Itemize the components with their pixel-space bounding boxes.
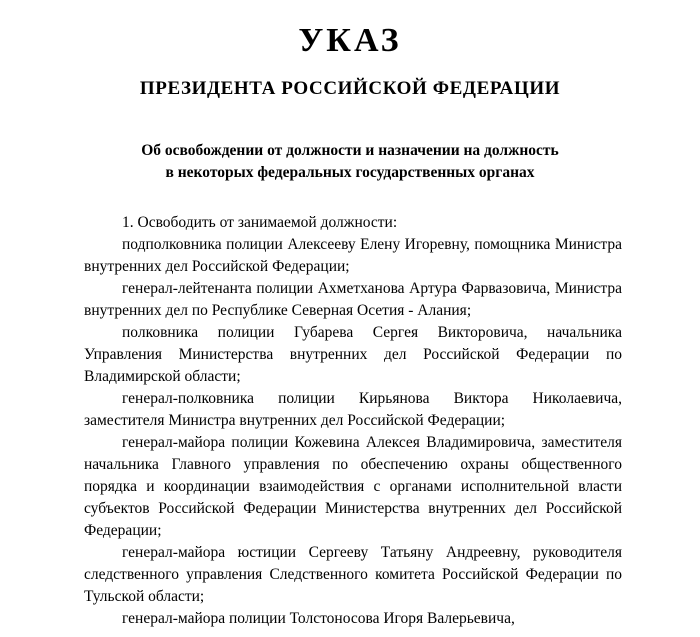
document-page xyxy=(0,22,700,637)
paragraph: генерал-майора полиции Кожевина Алексея Владимировича, заместителя начальника Главного управления по обеспечению охраны общественного порядка и координации взаимодействия с органами исполнительной власти субъектов Российской Федерации Министерства внутренних дел Российской Федерации; xyxy=(84,434,622,540)
paragraph: генерал-полковника полиции Кирьянова Виктора Николаевича, заместителя Министра внутренних дел Российской Федерации; xyxy=(84,390,622,430)
paragraph: подполковника полиции Алексееву Елену Игоревну, помощника Министра внутренних дел Российской Федерации; xyxy=(84,236,622,276)
paragraph: полковника полиции Губарева Сергея Викторовича, начальника Управления Министерства внутренних дел Российской Федерации по Владимирской области; xyxy=(84,324,622,386)
document-title: УКАЗ xyxy=(298,22,402,59)
document-heading-line-1: Об освобождении от должности и назначении на должность xyxy=(141,142,559,160)
paragraph: генерал-майора юстиции Сергееву Татьяну Андреевну, руководителя следственного управления Следственного комитета Российской Федерации по Тульской области; xyxy=(84,544,622,606)
paragraph: генерал-лейтенанта полиции Ахметханова Артура Фарвазовича, Министра внутренних дел по Республике Северная Осетия - Алания; xyxy=(84,280,622,320)
document-subtitle: ПРЕЗИДЕНТА РОССИЙСКОЙ ФЕДЕРАЦИИ xyxy=(139,78,561,100)
paragraph: генерал-майора полиции Толстоносова Игоря Валерьевича, xyxy=(122,610,515,628)
document-heading xyxy=(0,140,700,184)
document-heading-line-2: в некоторых федеральных государственных органах xyxy=(165,164,535,182)
document-body xyxy=(0,212,700,630)
paragraph: 1. Освободить от занимаемой должности: xyxy=(122,214,398,232)
